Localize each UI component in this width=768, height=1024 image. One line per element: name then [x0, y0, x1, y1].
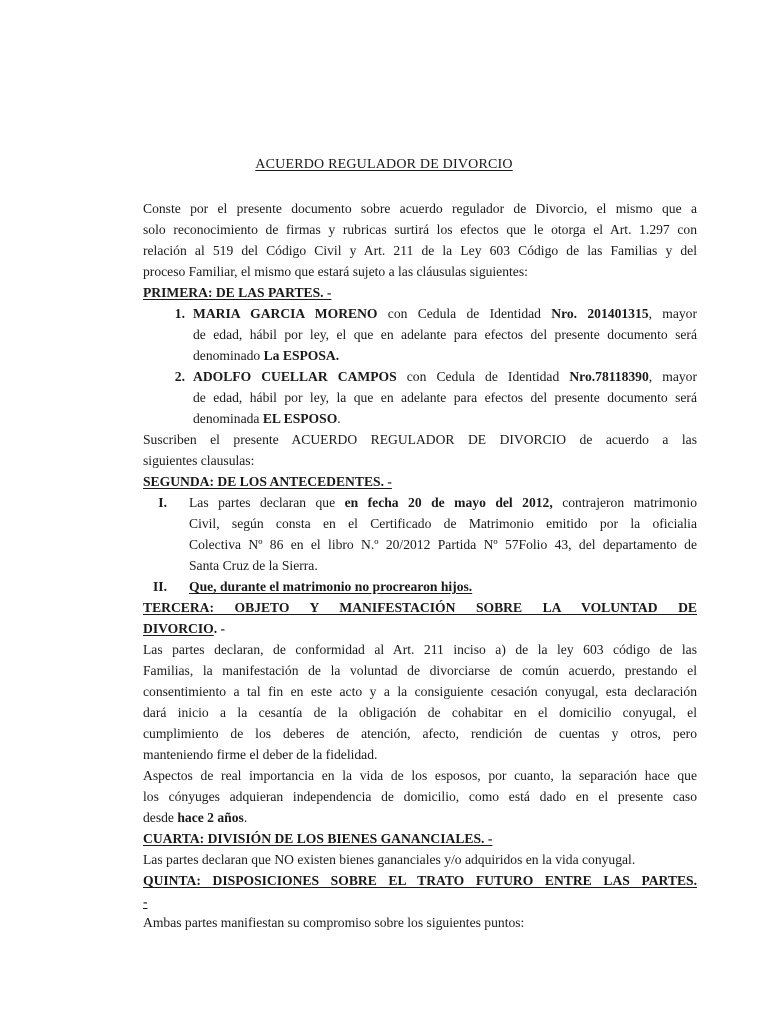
- closing-line: Suscriben el presente ACUERDO REGULADOR DE DIVORCIO de acuerdo a las: [143, 432, 697, 447]
- quinta-text: Ambas partes manifiestan su compromiso sobre los siguientes puntos:: [143, 915, 525, 930]
- tercera-paragraph-1: [143, 639, 697, 765]
- party-id: Nro.78118390: [569, 369, 649, 384]
- tercera-line: desde: [143, 810, 178, 825]
- tercera-line: Familias, la manifestación de la voluntad de divorciarse de común acuerdo, prestando el: [143, 663, 697, 678]
- tercera-paragraph-2: [143, 765, 697, 828]
- party-text: de edad, hábil por ley, el que en adelante para efectos del presente documento será: [193, 327, 697, 342]
- tercera-line: cumplimiento de los deberes de atención, afecto, rendición de cuentas y otros, pero: [143, 726, 697, 741]
- cuarta-text: Las partes declaran que NO existen bienes gananciales y/o adquiridos en la vida conyugal.: [143, 852, 636, 867]
- antecedent-text: Que, durante el matrimonio no procrearon hijos.: [189, 579, 473, 594]
- intro-line: Conste por el presente documento sobre acuerdo regulador de Divorcio, el mismo que a: [143, 201, 697, 216]
- antecedent-text: Colectiva Nº 86 en el libro N.º 20/2012 Partida Nº 57Folio 43, del departamento de: [189, 537, 697, 552]
- party-item-number: 1.: [174, 306, 185, 321]
- tercera-heading-suffix: . -: [213, 621, 226, 636]
- intro-line: relación al 519 del Código Civil y Art. 211 de la Ley 603 Código de las Familias y del: [143, 243, 697, 258]
- quinta-heading-line: QUINTA: DISPOSICIONES SOBRE EL TRATO FUTURO ENTRE LAS PARTES.: [143, 873, 697, 888]
- tercera-duration: hace 2 años: [177, 810, 244, 825]
- party-item-number: 2.: [174, 369, 185, 384]
- party-id: Nro. 201401315: [551, 306, 649, 321]
- intro-paragraph: [143, 198, 697, 282]
- cuarta-heading: CUARTA: DIVISIÓN DE LOS BIENES GANANCIALES. -: [143, 831, 493, 846]
- antecedent-number: II.: [153, 579, 167, 594]
- party-text: , mayor: [648, 306, 697, 321]
- party-text: con Cedula de Identidad: [377, 306, 552, 321]
- party-text: de edad, hábil por ley, la que en adelante para efectos del presente documento será: [193, 390, 697, 405]
- party-role: EL ESPOSO: [262, 411, 338, 426]
- antecedent-text: Las partes declaran que: [189, 495, 345, 510]
- closing-line: siguientes clausulas:: [143, 453, 255, 468]
- party-name: MARIA GARCIA MORENO: [193, 306, 378, 321]
- party-text: , mayor: [648, 369, 697, 384]
- intro-line: proceso Familiar, el mismo que estará sujeto a las cláusulas siguientes:: [143, 264, 528, 279]
- segunda-heading: SEGUNDA: DE LOS ANTECEDENTES. -: [143, 474, 392, 489]
- party-text: denominado: [193, 348, 264, 363]
- party-text: denominada: [193, 411, 263, 426]
- quinta-heading: [143, 870, 697, 912]
- intro-line: solo reconocimiento de firmas y rubricas surtirá los efectos que le otorga el Art. 1.297 con: [143, 222, 697, 237]
- party-role: La ESPOSA.: [263, 348, 340, 363]
- tercera-line: dará inicio a la cesantía de la obligación de cohabitar en el domicilio conyugal, el: [143, 705, 697, 720]
- tercera-line: Aspectos de real importancia en la vida de los esposos, por cuanto, la separación hace que: [143, 768, 697, 783]
- antecedent-date: en fecha 20 de mayo del 2012,: [344, 495, 553, 510]
- antecedent-text: Civil, según consta en el Certificado de Matrimonio emitido por la oficialia: [189, 516, 697, 531]
- party-text: con Cedula de Identidad: [396, 369, 570, 384]
- quinta-heading-line: -: [143, 894, 148, 909]
- party-text: .: [337, 411, 341, 426]
- tercera-heading: [143, 597, 697, 639]
- party-name: ADOLFO CUELLAR CAMPOS: [193, 369, 397, 384]
- tercera-line: Las partes declaran, de conformidad al Art. 211 inciso a) de la ley 603 código de las: [143, 642, 697, 657]
- tercera-line: los cónyuges adquieran independencia de domicilio, como está dado en el presente caso: [143, 789, 697, 804]
- antecedent-number: I.: [158, 495, 167, 510]
- tercera-heading-line: TERCERA: OBJETO Y MANIFESTACIÓN SOBRE LA VOLUNTAD DE: [143, 600, 697, 615]
- primera-heading: PRIMERA: DE LAS PARTES. -: [143, 285, 332, 300]
- tercera-heading-line: DIVORCIO: [143, 621, 214, 636]
- tercera-line: consentimiento a tal fin en este acto y a la consiguiente cesación conyugal, esta declaración: [143, 684, 697, 699]
- tercera-line: .: [243, 810, 248, 825]
- tercera-line: manteniendo firme el deber de la fidelidad.: [143, 747, 378, 762]
- primera-closing: [143, 429, 697, 471]
- antecedent-text: contrajeron matrimonio: [552, 495, 698, 510]
- document-title: ACUERDO REGULADOR DE DIVORCIO: [255, 157, 513, 172]
- antecedent-text: Santa Cruz de la Sierra.: [189, 558, 318, 573]
